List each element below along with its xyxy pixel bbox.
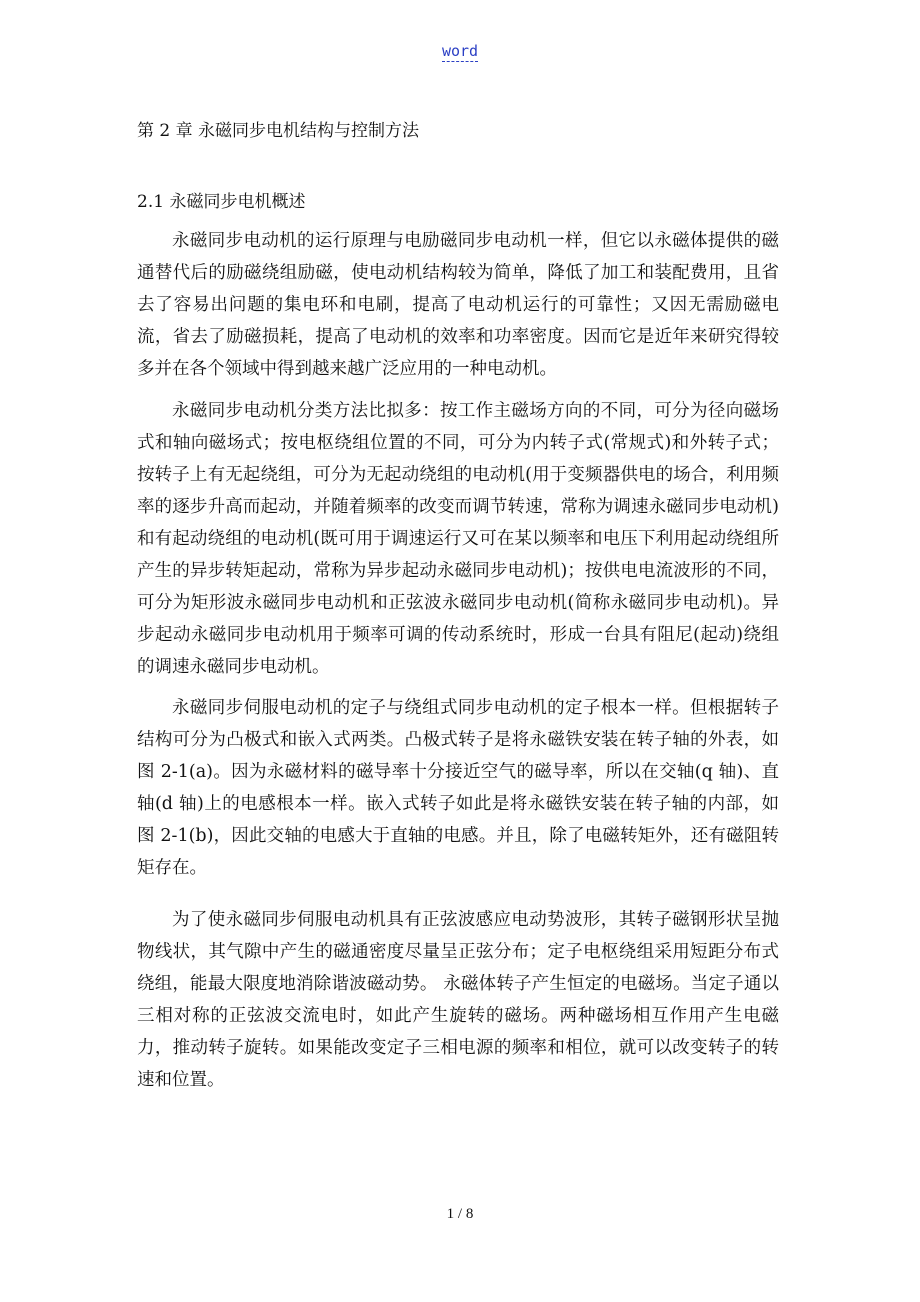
- page-number: 1 / 8: [446, 1206, 474, 1222]
- paragraph-3: 永磁同步伺服电动机的定子与绕组式同步电动机的定子根本一样。但根据转子结构可分为凸极式和嵌入式两类。凸极式转子是将永磁铁安装在转子轴的外表，如图 2-1(a)。因为永磁材料的磁导率十分接近空气的磁导率，所以在交轴(q 轴)、直轴(d 轴)上的电感根本一样。嵌入式转子如此是将永磁铁安装在转子轴的内部，如图 2-1(b)，因此交轴的电感大于直轴的电感。并且，除了电磁转矩外，还有磁阻转矩存在。: [137, 698, 779, 878]
- paragraph-2: 永磁同步电动机分类方法比拟多：按工作主磁场方向的不同，可分为径向磁场式和轴向磁场式；按电枢绕组位置的不同，可分为内转子式(常规式)和外转子式；按转子上有无起绕组，可分为无起动绕组的电动机(用于变频器供电的场合，利用频率的逐步升高而起动，并随着频率的改变而调节转速，常称为调速永磁同步电动机)和有起动绕组的电动机(既可用于调速运行又可在某以频率和电压下利用起动绕组所产生的异步转矩起动，常称为异步起动永磁同步电动机)；按供电电流波形的不同，可分为矩形波永磁同步电动机和正弦波永磁同步电动机(简称永磁同步电动机)。异步起动永磁同步电动机用于频率可调的传动系统时，形成一台具有阻尼(起动)绕组的调速永磁同步电动机。: [137, 401, 779, 677]
- section-title: 2.1 永磁同步电机概述: [137, 192, 306, 212]
- chapter-title: 第 2 章 永磁同步电机结构与控制方法: [137, 121, 420, 141]
- header-word-link-text[interactable]: word: [441, 42, 479, 60]
- header-word-link[interactable]: [0, 40, 920, 62]
- paragraph-4: 为了使永磁同步伺服电动机具有正弦波感应电动势波形，其转子磁钢形状呈抛物线状，其气隙中产生的磁通密度尽量呈正弦分布；定子电枢绕组采用短距分布式绕组，能最大限度地消除谐波磁动势。 永磁体转子产生恒定的电磁场。当定子通以三相对称的正弦波交流电时，如此产生旋转的磁场。两种磁场相互作用产生电磁力，推动转子旋转。如果能改变定子三相电源的频率和相位，就可以改变转子的转速和位置。: [137, 910, 779, 1090]
- body-text: [137, 225, 779, 1106]
- paragraph-1: 永磁同步电动机的运行原理与电励磁同步电动机一样，但它以永磁体提供的磁通替代后的励磁绕组励磁，使电动机结构较为简单，降低了加工和装配费用，且省去了容易出问题的集电环和电刷，提高了电动机运行的可靠性；又因无需励磁电流，省去了励磁损耗，提高了电动机的效率和功率密度。因而它是近年来研究得较多并在各个领域中得到越来越广泛应用的一种电动机。: [137, 231, 779, 379]
